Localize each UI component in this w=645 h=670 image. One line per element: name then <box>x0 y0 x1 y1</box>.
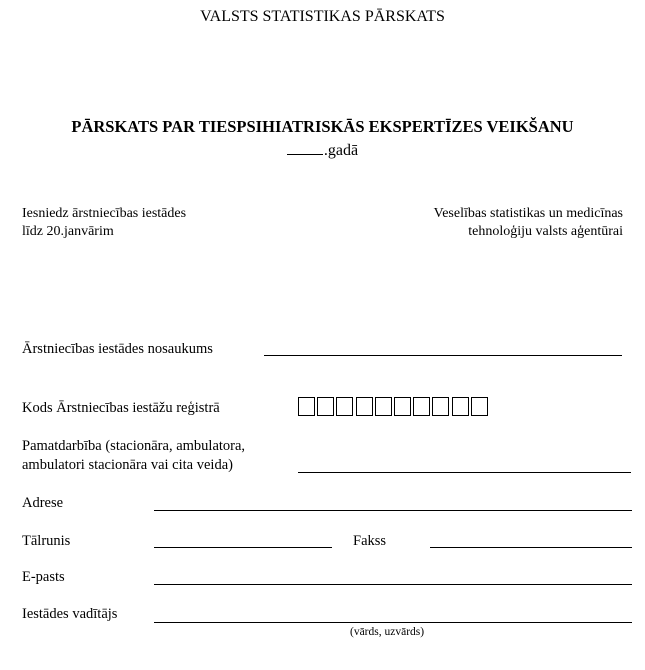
submission-recipient <box>434 205 623 241</box>
email-field[interactable] <box>154 584 632 585</box>
register-code-box[interactable] <box>394 397 411 416</box>
institution-name-field[interactable] <box>264 355 622 356</box>
register-code-box[interactable] <box>452 397 469 416</box>
address-label: Adrese <box>22 495 64 511</box>
submission-right-line2: tehnoloģiju valsts aģentūrai <box>468 224 623 239</box>
form-header-title: VALSTS STATISTIKAS PĀRSKATS <box>200 8 445 25</box>
submission-right-line1: Veselības statistikas un medicīnas <box>433 206 623 221</box>
fax-label: Fakss <box>353 533 387 549</box>
year-blank-field[interactable] <box>287 140 323 155</box>
register-code-box[interactable] <box>471 397 488 416</box>
main-activity-label <box>22 437 245 475</box>
fax-field[interactable] <box>430 547 632 548</box>
register-code-boxes <box>298 397 490 416</box>
report-title: PĀRSKATS PAR TIESPSIHIATRISKĀS EKSPERTĪZES VEIKŠANU <box>71 117 574 136</box>
submission-left-line2: līdz 20.janvārim <box>22 224 114 239</box>
phone-label: Tālrunis <box>22 533 71 549</box>
submission-left-line1: Iesniedz ārstniecības iestādes <box>22 206 187 221</box>
email-label: E-pasts <box>22 569 65 585</box>
register-code-box[interactable] <box>432 397 449 416</box>
year-suffix: .gadā <box>323 142 359 159</box>
register-code-label: Kods Ārstniecības iestāžu reģistrā <box>22 400 220 416</box>
main-activity-label-line2: ambulatori stacionāra vai cita veida) <box>22 457 233 473</box>
phone-field[interactable] <box>154 547 332 548</box>
register-code-box[interactable] <box>375 397 392 416</box>
institution-name-label: Ārstniecības iestādes nosaukums <box>22 341 213 357</box>
address-field[interactable] <box>154 510 632 511</box>
register-code-box[interactable] <box>317 397 334 416</box>
register-code-box[interactable] <box>413 397 430 416</box>
register-code-box[interactable] <box>356 397 373 416</box>
head-name-field[interactable] <box>154 622 632 623</box>
head-name-caption: (vārds, uzvārds) <box>350 626 425 638</box>
register-code-box[interactable] <box>298 397 315 416</box>
submission-deadline <box>22 205 186 241</box>
main-activity-label-line1: Pamatdarbība (stacionāra, ambulatora, <box>22 438 246 454</box>
head-label: Iestādes vadītājs <box>22 606 118 622</box>
report-year-line <box>0 140 645 160</box>
register-code-box[interactable] <box>336 397 353 416</box>
main-activity-field[interactable] <box>298 472 631 473</box>
